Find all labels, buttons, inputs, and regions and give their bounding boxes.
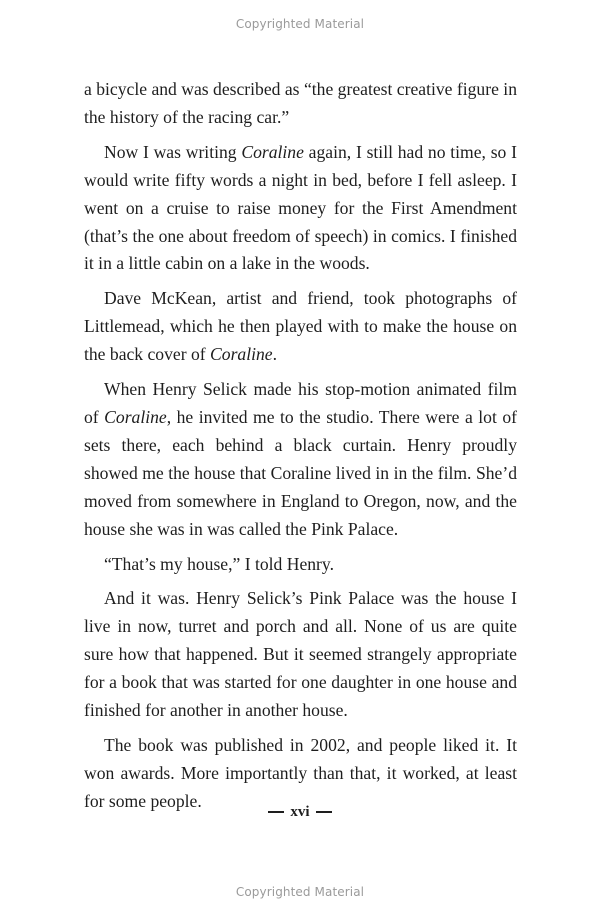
book-title-coraline: Coraline: [241, 141, 304, 162]
paragraph-2-text-after: again, I still had no time, so I would write fifty words a night in bed, before I fell asleep. I went on a cruise to raise money for the First Amendment (that’s the one about freedom of speech) in comics. I finished it in a little cabin on a lake in the woods.: [84, 141, 517, 274]
paragraph-1: [84, 76, 517, 132]
paragraph-3: [84, 285, 517, 369]
paragraph-3-text-after: .: [272, 344, 277, 365]
book-title-coraline: Coraline: [210, 344, 273, 365]
folio-dash-right: [316, 811, 332, 813]
paragraph-7-text: The book was published in 2002, and people liked it. It won awards. More importantly than that, it worked, at least for some people.: [84, 734, 517, 811]
paragraph-2-text-before: Now I was writing: [104, 141, 242, 162]
paragraph-4: [84, 376, 517, 543]
copyright-watermark-bottom: Copyrighted Material: [235, 885, 365, 899]
paragraph-4-text-after: , he invited me to the studio. There were a lot of sets there, each behind a black curtain. Henry proudly showed me the house that Coraline lived in in the film. She’d moved from somewhere in England to Oregon, now, and the house she was in was called the Pink Palace.: [84, 406, 517, 539]
film-title-coraline: Coraline: [104, 406, 167, 427]
paragraph-6-text: And it was. Henry Selick’s Pink Palace was the house I live in now, turret and porch and all. None of us are quite sure how that happened. But it seemed strangely appropriate for a book that was started for one daughter in one house and finished for another in another house.: [84, 588, 517, 721]
paragraph-5: [84, 551, 517, 579]
paragraph-2: [84, 139, 517, 279]
paragraph-3-text-before: Dave McKean, artist and friend, took photographs of Littlemead, which he then played with to make the house on the back cover of: [84, 288, 517, 365]
folio-dash-left: [268, 811, 284, 813]
copyright-watermark-top: Copyrighted Material: [235, 17, 365, 31]
body-text: [84, 76, 517, 816]
paragraph-6: [84, 585, 517, 725]
page-number-text: xvi: [290, 804, 310, 820]
paragraph-4-text-before: When Henry Selick made his stop-motion animated film of: [84, 379, 517, 427]
page-number: [0, 804, 600, 821]
paragraph-1-text: a bicycle and was described as “the greatest creative figure in the history of the racing car.”: [84, 79, 517, 127]
paragraph-5-text: “That’s my house,” I told Henry.: [104, 553, 334, 574]
